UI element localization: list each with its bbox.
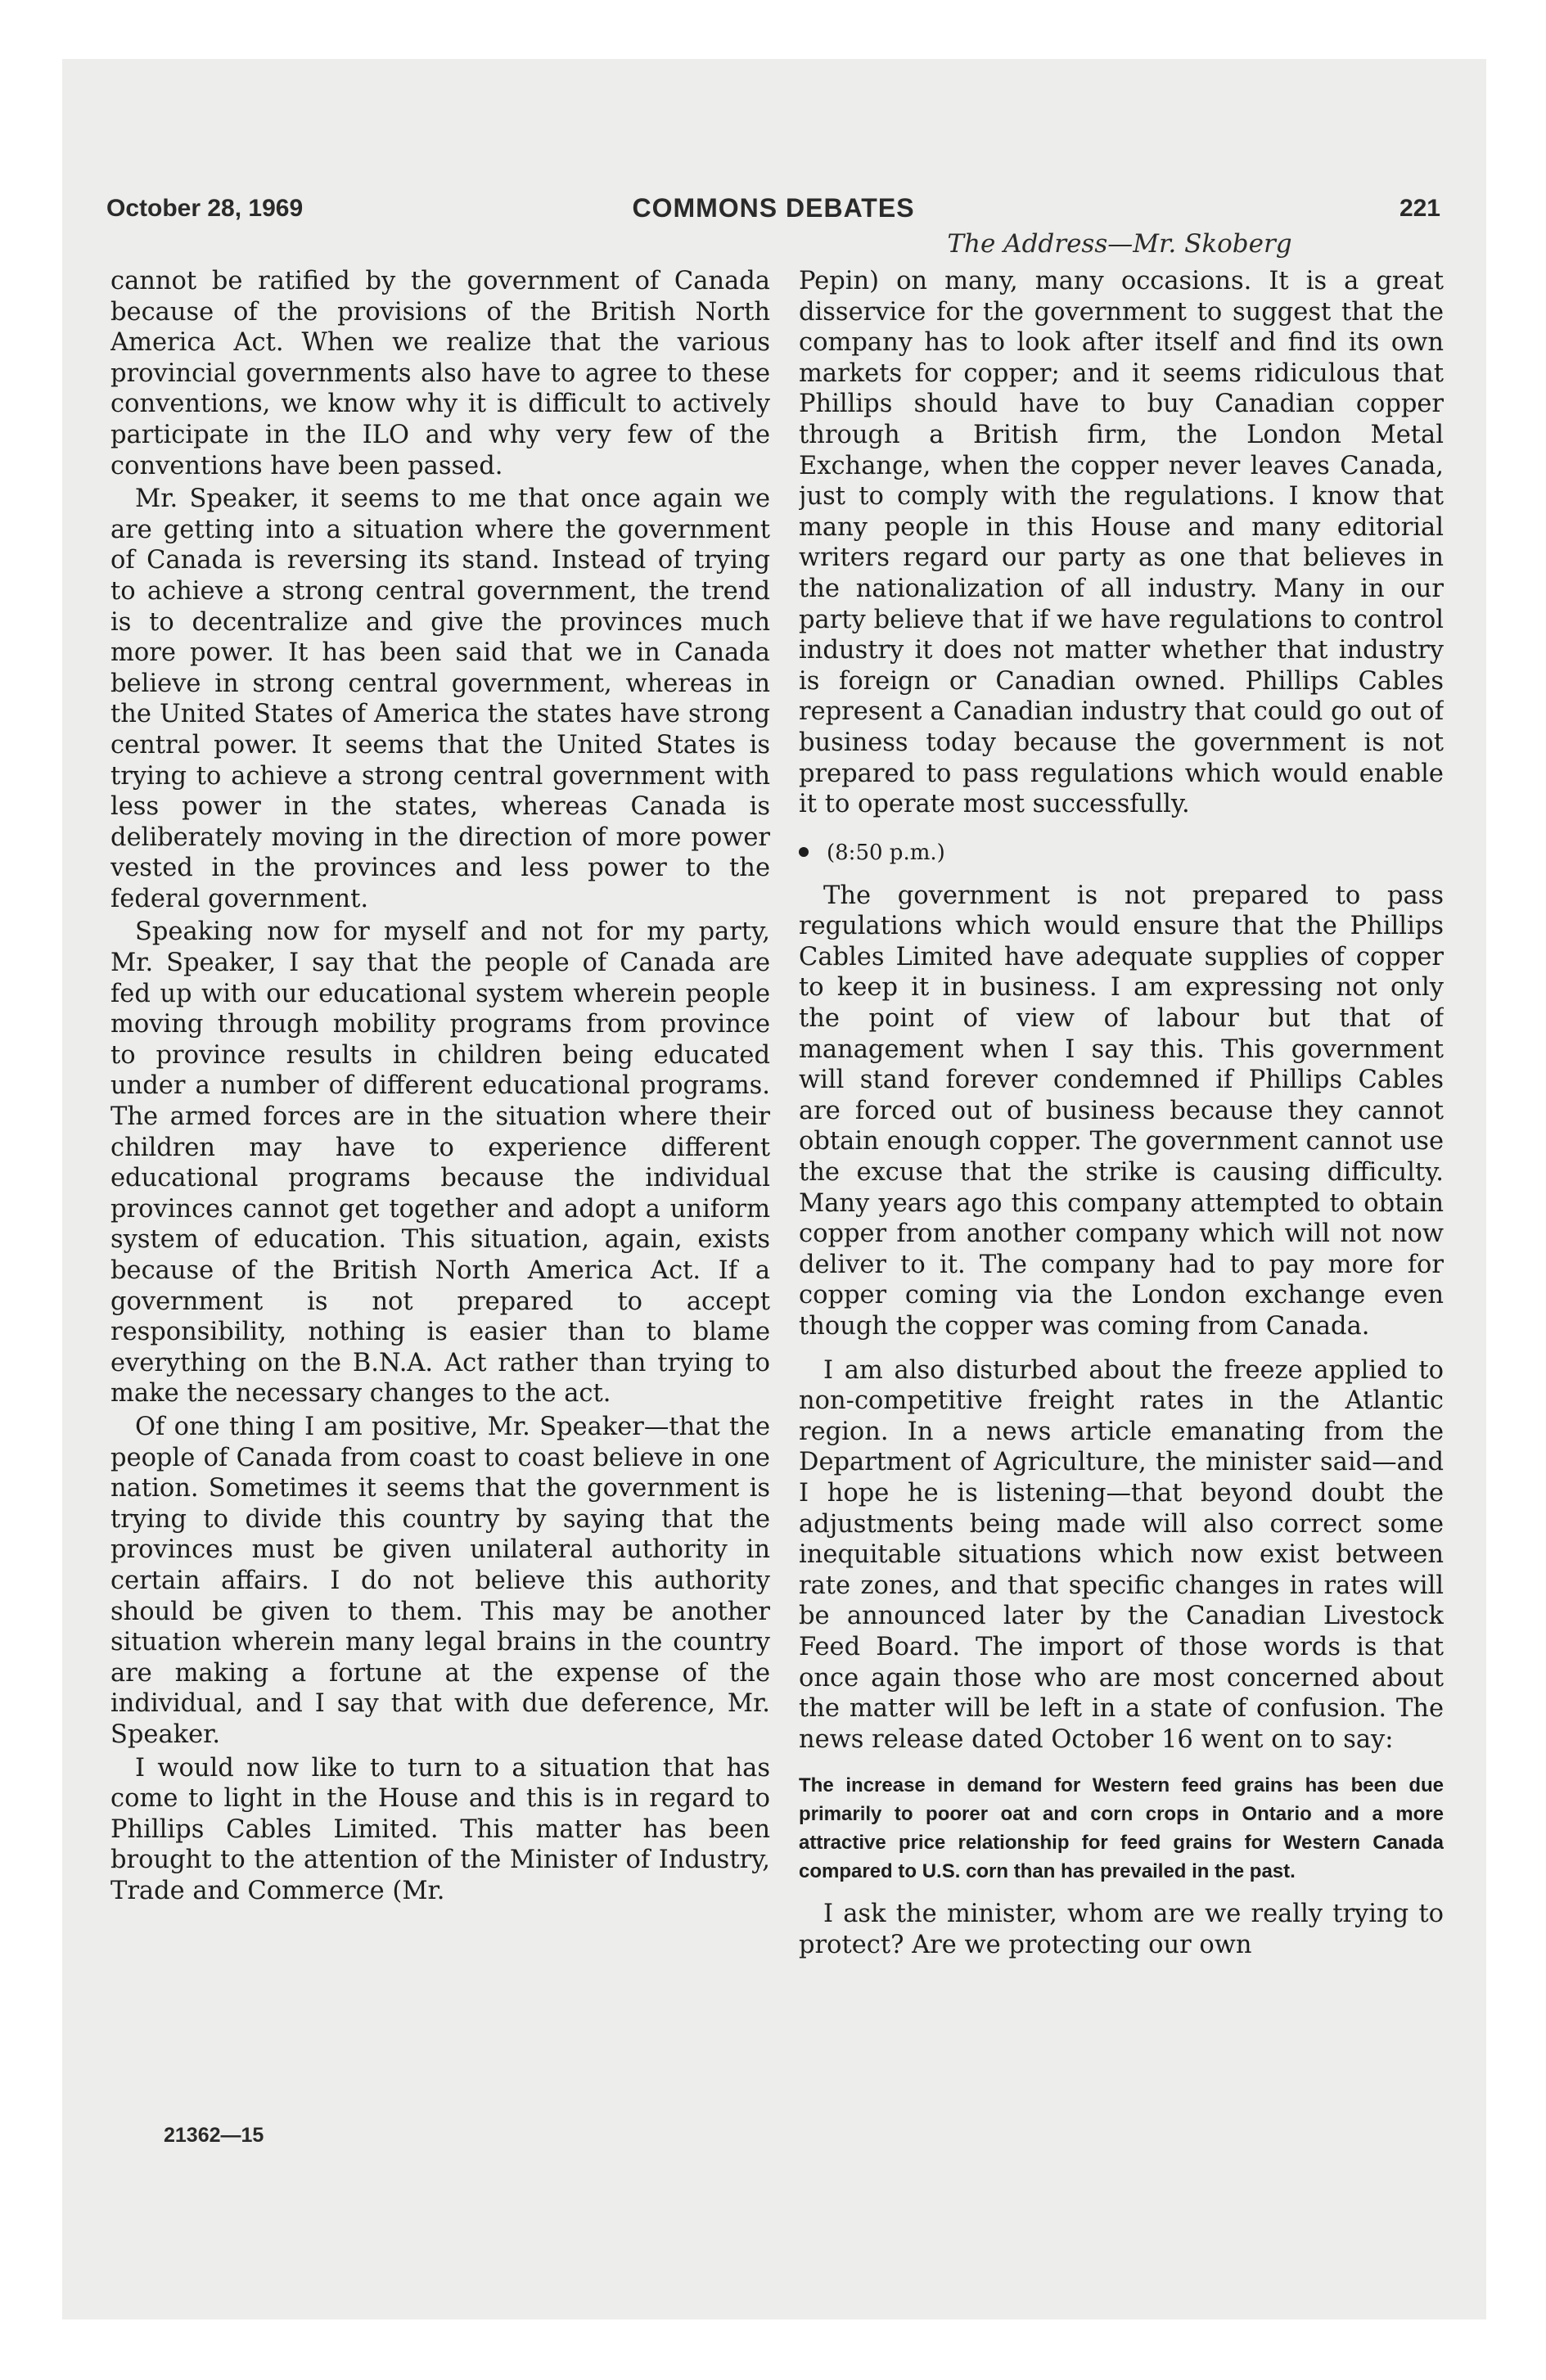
page-number: 221	[1399, 195, 1440, 222]
right-paragraph-3: I am also disturbed about the freeze applied to non-competitive freight rates in the Atlantic region. In a news article emanating from the Department of Agriculture, the minister said—and I hope he is listening—that beyond doubt the adjustments being made will also correct some inequitable situations which now exist between rate zones, and that specific changes in rates will be announced later by the Canadian Livestock Feed Board. The import of those words is that once again those who are most concerned about the matter will be left in a state of confusion. The news release dated October 16 went on to say:	[799, 1355, 1444, 1754]
left-column	[110, 266, 770, 2230]
header-date: October 28, 1969	[106, 195, 304, 222]
left-paragraph-4: Of one thing I am positive, Mr. Speaker—that the people of Canada from coast to coast believe in one nation. Sometimes it seems that the government is trying to divide this country by saying that the provinces must be given unilateral authority in certain affairs. I do not believe this authority should be given to them. This may be another situation wherein many legal brains in the country are making a fortune at the expense of the individual, and I say that with due deference, Mr. Speaker.	[110, 1412, 770, 1749]
time-marker-text: (8:50 p.m.)	[827, 840, 945, 865]
running-head: The Address—Mr. Skoberg	[947, 229, 1292, 259]
right-column	[799, 266, 1444, 2230]
page-header	[106, 188, 1440, 229]
right-paragraph-4: I ask the minister, whom are we really trying to protect? Are we protecting our own	[799, 1900, 1444, 1959]
block-quote: The increase in demand for Western feed grains has been due primarily to poorer oat and corn crops in Ontario and a more attractive price relationship for feed grains for Western Canada compared to U.S. corn than has prevailed in the past.	[799, 1774, 1444, 1883]
right-paragraph-2: The government is not prepared to pass regulations which would ensure that the Phillips Cables Limited have adequate supplies of copper to keep it in business. I am expressing not only the point of view of labour but that of management when I say this. This government will stand forever condemned if Phillips Cables are forced out of business because they cannot obtain enough copper. The government cannot use the excuse that the strike is causing difficulty. Many years ago this company attempted to obtain copper from another company which will not now deliver to it. The company had to pay more for copper coming via the London exchange even though the copper was coming from Canada.	[799, 881, 1444, 1341]
left-paragraph-1: cannot be ratified by the government of Canada because of the provisions of the British North America Act. When we realize that the various provincial governments also have to agree to these conventions, we know why it is difficult to actively participate in the ILO and why very few of the conventions have been passed.	[110, 267, 770, 480]
left-paragraph-5: I would now like to turn to a situation that has come to light in the House and this is in regard to Phillips Cables Limited. This matter has been brought to the attention of the Minister of Industry, Trade and Commerce (Mr.	[110, 1753, 770, 1905]
time-marker	[799, 838, 1444, 868]
header-title: COMMONS DEBATES	[632, 193, 915, 223]
right-paragraph-1: Pepin) on many, many occasions. It is a great disservice for the government to suggest that the company has to look after itself and find its own markets for copper; and it seems ridiculous that Phillips should have to buy Canadian copper through a British firm, the London Metal Exchange, when the copper never leaves Canada, just to comply with the regulations. I know that many people in this House and many editorial writers regard our party as one that believes in the nationalization of all industry. Many in our party believe that if we have regulations to control industry it does not matter whether that industry is foreign or Canadian owned. Phillips Cables represent a Canadian industry that could go out of business today because the government is not prepared to pass regulations which would enable it to operate most successfully.	[799, 267, 1444, 819]
bullet-icon	[799, 847, 809, 857]
left-paragraph-2: Mr. Speaker, it seems to me that once again we are getting into a situation where the government of Canada is reversing its stand. Instead of trying to achieve a strong central government, the trend is to decentralize and give the provinces much more power. It has been said that we in Canada believe in strong central government, whereas in the United States of America the states have strong central power. It seems that the United States is trying to achieve a strong central government with less power in the states, whereas Canada is deliberately moving in the direction of more power vested in the provinces and less power to the federal government.	[110, 485, 770, 913]
footer-code: 21362—15	[164, 2124, 264, 2147]
left-paragraph-3: Speaking now for myself and not for my party, Mr. Speaker, I say that the people of Canada are fed up with our educational system wherein people moving through mobility programs from province to province results in children being educated under a number of different educational programs. The armed forces are in the situation where their children may have to experience different educational programs because the individual provinces cannot get together and adopt a uniform system of education. This situation, again, exists because of the British North America Act. If a government is not prepared to accept responsibility, nothing is easier than to blame everything on the B.N.A. Act rather than trying to make the necessary changes to the act.	[110, 917, 770, 1409]
